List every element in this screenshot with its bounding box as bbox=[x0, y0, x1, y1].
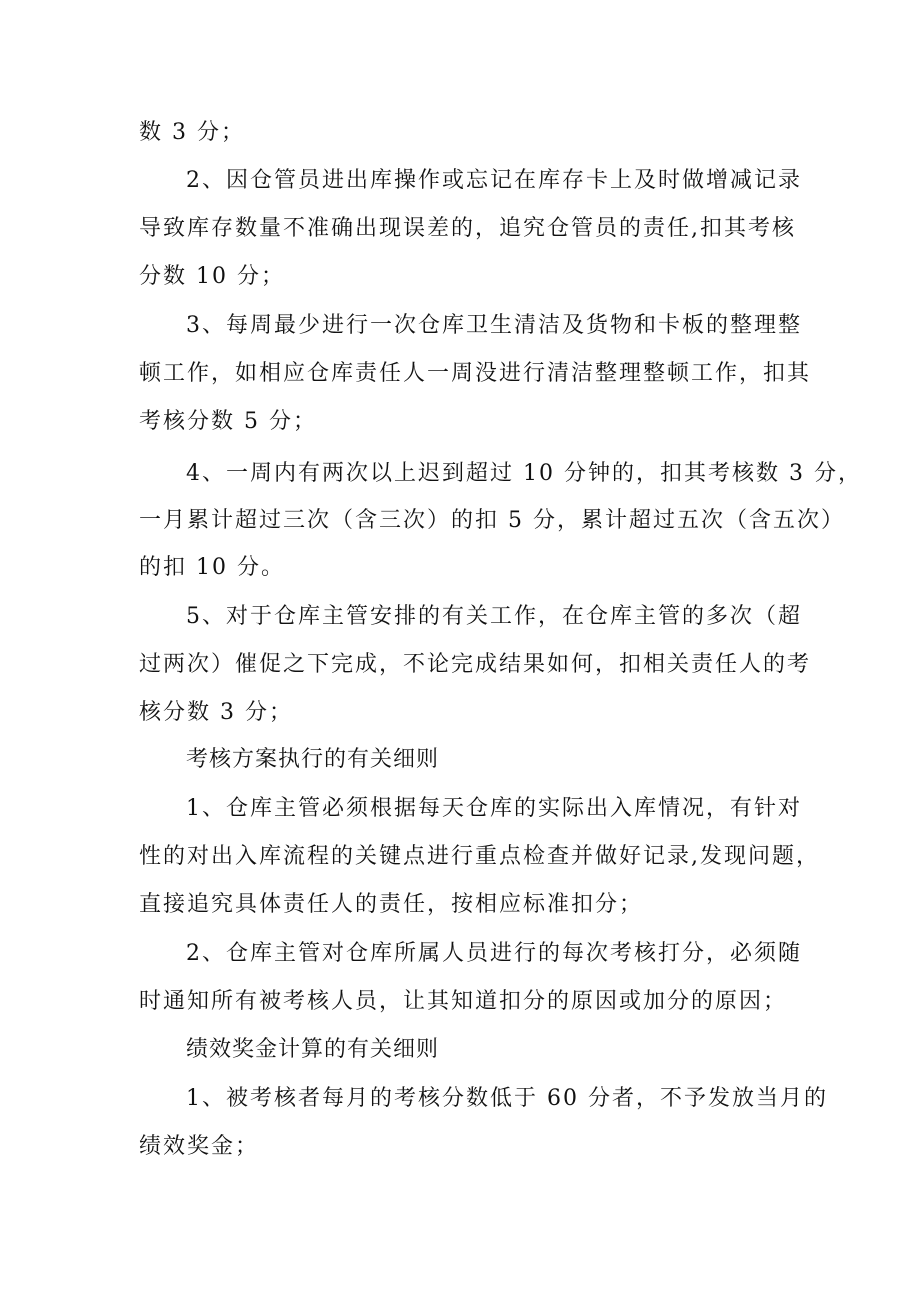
text-line: 5、对于仓库主管安排的有关工作，在仓库主管的多次（超 bbox=[186, 604, 802, 629]
text-line: 分数 10 分； bbox=[139, 264, 285, 289]
text-line: 2、仓库主管对仓库所属人员进行的每次考核打分，必须随 bbox=[186, 941, 802, 966]
text-line: 过两次）催促之下完成，不论完成结果如何，扣相关责任人的考 bbox=[139, 652, 812, 677]
text-line: 数 3 分； bbox=[139, 120, 245, 145]
text-line: 核分数 3 分； bbox=[139, 700, 293, 725]
text-line: 1、仓库主管必须根据每天仓库的实际出入库情况，有针对 bbox=[186, 796, 802, 821]
section-heading: 绩效奖金计算的有关细则 bbox=[186, 1037, 440, 1062]
text-line: 3、每周最少进行一次仓库卫生清洁及货物和卡板的整理整 bbox=[186, 313, 802, 338]
text-line: 顿工作，如相应仓库责任人一周没进行清洁整理整顿工作，扣其 bbox=[139, 361, 812, 386]
text-line: 的扣 10 分。 bbox=[139, 555, 285, 580]
text-line: 导致库存数量不准确出现误差的，追究仓管员的责任,扣其考核 bbox=[139, 216, 796, 241]
text-line: 1、被考核者每月的考核分数低于 60 分者，不予发放当月的 bbox=[186, 1086, 828, 1111]
text-line: 考核分数 5 分； bbox=[139, 409, 317, 434]
text-line: 时通知所有被考核人员，让其知道扣分的原因或加分的原因； bbox=[139, 989, 788, 1014]
text-line: 绩效奖金； bbox=[139, 1134, 260, 1159]
text-line: 性的对出入库流程的关键点进行重点检查并做好记录,发现问题， bbox=[139, 844, 820, 869]
text-line: 2、因仓管员进出库操作或忘记在库存卡上及时做增减记录 bbox=[186, 168, 802, 193]
text-line: 一月累计超过三次（含三次）的扣 5 分，累计超过五次（含五次） bbox=[139, 508, 845, 533]
section-heading: 考核方案执行的有关细则 bbox=[186, 747, 440, 772]
text-line: 直接追究具体责任人的责任，按相应标准扣分； bbox=[139, 892, 644, 917]
text-line: 4、一周内有两次以上迟到超过 10 分钟的，扣其考核数 3 分， bbox=[186, 461, 862, 486]
